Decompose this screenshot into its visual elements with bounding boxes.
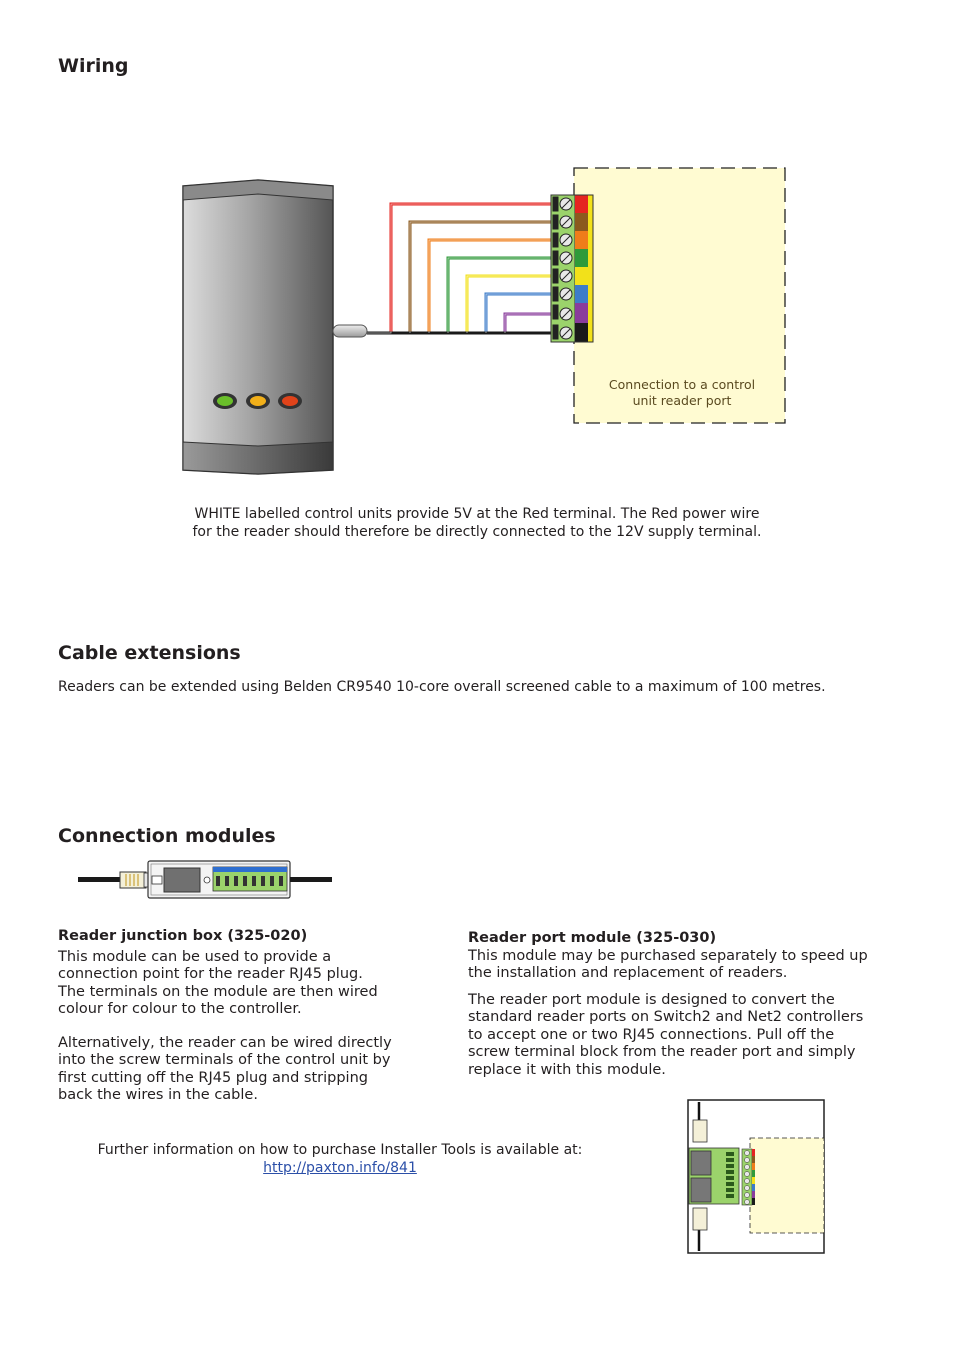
rj45-socket-top-icon xyxy=(691,1151,711,1175)
reader-device xyxy=(183,180,367,474)
wiring-diagram xyxy=(0,0,954,560)
port-module-para2-line: screw terminal block from the reader port and simply xyxy=(468,1044,856,1060)
wiring-heading: Wiring xyxy=(58,55,129,77)
wire-yellow xyxy=(367,276,551,333)
led-green xyxy=(217,396,233,406)
wiring-note-line1: WHITE labelled control units provide 5V at the Red terminal. The Red power wire xyxy=(194,506,760,522)
reader-cable-stub xyxy=(333,325,367,337)
connection-modules-heading: Connection modules xyxy=(58,825,276,847)
junction-box-para2-line: Alternatively, the reader can be wired directly xyxy=(58,1034,392,1051)
junction-box-illustration xyxy=(76,858,336,900)
junction-box-para1-line: colour for colour to the controller. xyxy=(58,1001,302,1017)
rj45-plug-top-icon xyxy=(693,1120,707,1142)
port-label-line2: unit reader port xyxy=(632,393,732,408)
junction-box-para2-line: back the wires in the cable. xyxy=(58,1087,258,1103)
junction-box-para1-line: This module can be used to provide a xyxy=(58,948,332,965)
port-module-para1-line: the installation and replacement of readers. xyxy=(468,965,788,981)
junction-box-para1-line: The terminals on the module are then wired xyxy=(58,983,378,1000)
junction-box-para2-line: first cutting off the RJ45 plug and stripping xyxy=(58,1069,368,1086)
port-module-para2-line: to accept one or two RJ45 connections. Pull off the xyxy=(468,1026,835,1043)
cable-extensions-heading: Cable extensions xyxy=(58,642,241,664)
junction-box-para1 xyxy=(58,949,428,1019)
port-label-line1: Connection to a control xyxy=(608,377,756,392)
wiring-note-line2: for the reader should therefore be directly connected to the 12V supply terminal. xyxy=(192,524,762,540)
port-module-connection-zone xyxy=(750,1138,824,1233)
port-module-para1-line: This module may be purchased separately to speed up xyxy=(468,947,868,964)
port-module-section xyxy=(468,930,898,1079)
junction-box-para2 xyxy=(58,1035,428,1105)
port-module-para2-line: The reader port module is designed to convert the xyxy=(468,991,835,1008)
port-module-para2-line: standard reader ports on Switch2 and Net2 controllers xyxy=(468,1009,864,1025)
rj45-socket-icon xyxy=(164,868,200,892)
junction-box-section xyxy=(58,928,428,1105)
rj45-plug-bottom-icon xyxy=(693,1208,707,1230)
rj45-socket-bottom-icon xyxy=(691,1178,711,1202)
rj45-plug-icon xyxy=(120,872,146,888)
port-module-title: Reader port module (325-030) xyxy=(468,930,717,946)
reader-leds xyxy=(213,393,302,409)
further-info xyxy=(60,1141,620,1177)
cable-extensions-text: Readers can be extended using Belden CR9540 10-core overall screened cable to a maximum of 100 metres. xyxy=(58,679,826,695)
junction-box-para2-line: into the screw terminals of the control unit by xyxy=(58,1052,391,1068)
further-info-text: Further information on how to purchase Installer Tools is available at: xyxy=(97,1142,583,1158)
wire-orange xyxy=(367,240,551,333)
port-module-para1 xyxy=(468,948,898,983)
terminal-block xyxy=(551,195,593,342)
port-module-illustration xyxy=(686,1098,828,1256)
led-amber xyxy=(250,396,266,406)
wire-violet xyxy=(367,314,551,333)
junction-box-title: Reader junction box (325-020) xyxy=(58,928,308,944)
port-module-para2 xyxy=(468,992,898,1080)
installer-tools-link[interactable]: http://paxton.info/841 xyxy=(263,1160,417,1176)
junction-box-para1-line: connection point for the reader RJ45 plug. xyxy=(58,966,363,982)
wiring-note xyxy=(120,505,834,541)
led-red xyxy=(282,396,298,406)
port-module-para2-line: replace it with this module. xyxy=(468,1061,666,1078)
